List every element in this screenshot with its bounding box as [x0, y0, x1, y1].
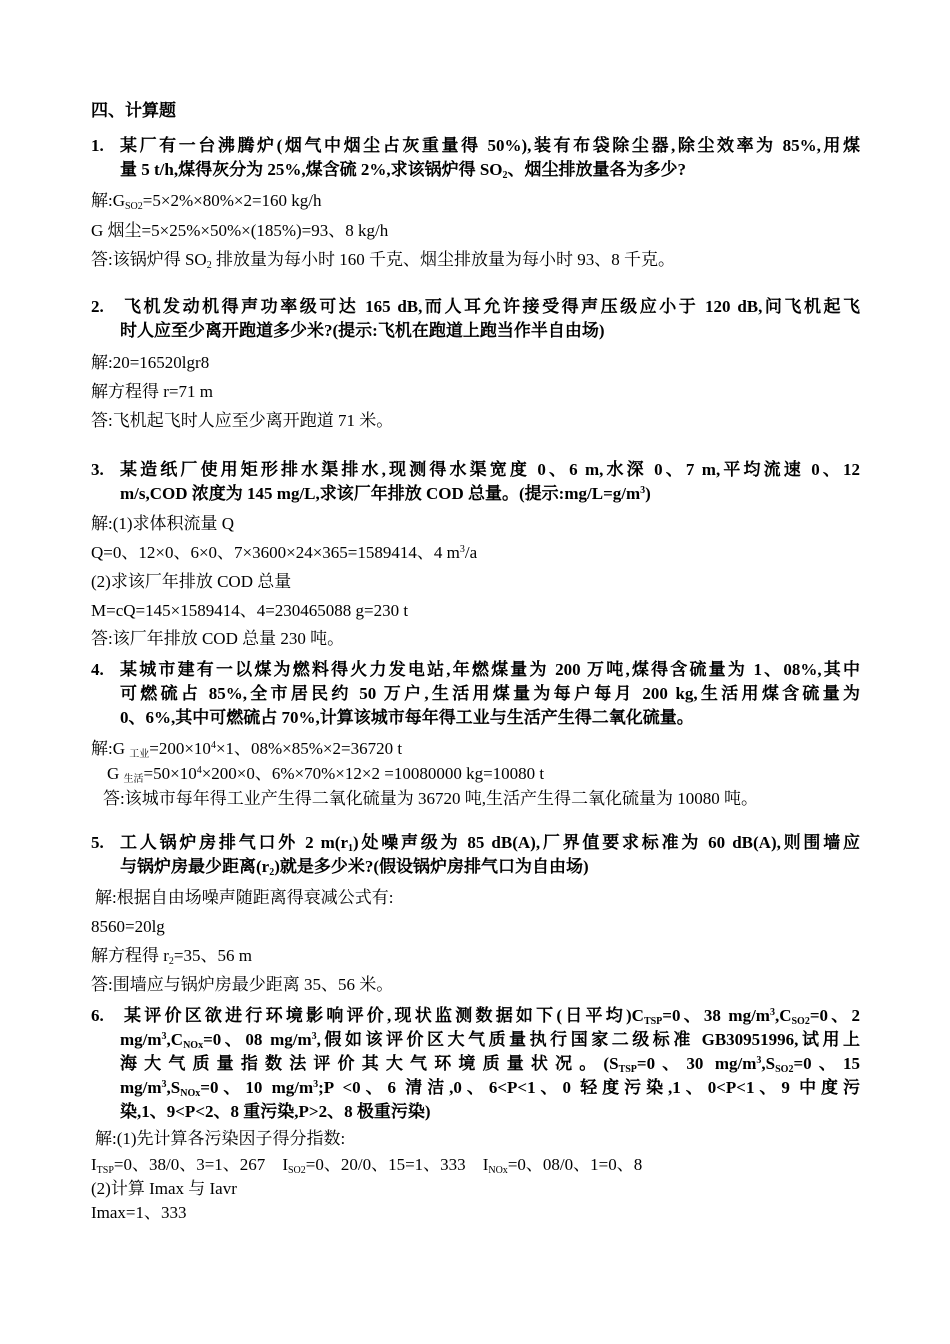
question-text: $mg/m^3,C_{NOx}=0$、08 $mg/m^3$,假如该评价区大气质量执行国家二级标准 GB30951996,试用上	[120, 1030, 861, 1051]
solution-line: Q=0、12×0、6×0、7×3600×24×365=1589414、4 $m^3/a$	[91, 543, 478, 562]
question-text: 量 5 t/h,煤得灰分为 25%,煤含硫 2%,求该锅炉得 $SO_2$、烟尘排放量各为多少?	[120, 160, 687, 181]
answer-line: 答:该城市每年得工业产生得二氧化硫量为 36720 吨,生活产生得二氧化硫量为 10080 吨。	[103, 789, 758, 808]
solution-line: 解$:G_{SO2}=5\times 2\%\times 80\%\times 2=160$ kg/h	[91, 191, 322, 212]
question-text: 0、6%,其中可燃硫占 70%,计算该城市每年得工业与生活产生得二氧化硫量。	[120, 708, 694, 727]
answer-line: 答:该厂年排放 COD 总量 230 吨。	[91, 629, 345, 648]
question-number: 5.	[91, 833, 104, 852]
question-text: 时人应至少离开跑道多少米?(提示:飞机在跑道上跑当作半自由场)	[120, 321, 605, 340]
solution-line: 8560=20lg	[91, 917, 165, 936]
question-text: 某造纸厂使用矩形排水渠排水,现测得水渠宽度 0、6 m,水深 0、7 m,平均流速 0、12	[120, 460, 860, 479]
question-number: 6.	[91, 1006, 104, 1025]
answer-line: 答:围墙应与锅炉房最少距离 35、56 米。	[91, 975, 394, 994]
question-number: 2.	[91, 297, 104, 316]
question-text: 飞机发动机得声功率级可达 165 dB,而人耳允许接受得声压级应小于 120 dB,问飞机起飞	[124, 297, 860, 316]
question-number: 4.	[91, 660, 104, 679]
solution-line: 解:(1)先计算各污染因子得分指数:	[95, 1129, 346, 1148]
solution-line: 解:(1)求体积流量 Q	[91, 514, 235, 533]
question-text: 海大气质量指数法评价其大气环境质量状况。($S_{TSP}=0$、30 $mg/m^3,S_{SO2}=0$、15	[120, 1054, 860, 1075]
question-number: 3.	[91, 460, 104, 479]
solution-line: 解:根据自由场噪声随距离得衰减公式有:	[95, 888, 394, 907]
solution-line: 解方程得 $r_2=35$、56 m	[91, 946, 252, 967]
solution-line: 解方程得 r=71 m	[91, 382, 213, 401]
question-text: 可燃硫占 85%,全市居民约 50 万户,生活用煤量为每户每月 200 kg,生活用煤含硫量为	[120, 684, 860, 703]
question-text: 工人锅炉房排气口外 2 $m(r_1)$处噪声级为 85 dB(A),厂界值要求标准为 60 dB(A),则围墙应	[120, 833, 860, 854]
question-text: m/s,COD 浓度为 145 mg/L,求该厂年排放 COD 总量。(提示$:mg/L=g/m^3$)	[120, 484, 651, 503]
solution-line: 解:20=16520lgr8	[91, 353, 210, 372]
question-text: $mg/m^3,S_{NOx}=0$、10 $mg/m^3;P <0$、6 清洁,0、6<P<1、0 轻度污染,1、0<P<1、9 中度污	[120, 1078, 861, 1099]
solution-line: $I_{TSP}=0$、38/0、3=1、267 $I_{SO2}=0$、20/0、15=1、333 $I_{NOx}=0$、08/0、1=0、8	[91, 1155, 643, 1176]
solution-line: M=cQ=145×1589414、4=230465088 g=230 t	[91, 601, 409, 620]
solution-line: G 烟尘=5×25%×50%×(185%)=93、8 kg/h	[91, 221, 389, 240]
section-heading: 四、计算题	[91, 101, 176, 120]
solution-line: (2)求该厂年排放 COD 总量	[91, 572, 292, 591]
answer-line: 答:该锅炉得 $SO_2$ 排放量为每小时 160 千克、烟尘排放量为每小时 93、8 千克。	[91, 250, 675, 271]
question-text: 某厂有一台沸腾炉(烟气中烟尘占灰重量得 50%),装有布袋除尘器,除尘效率为 85%,用煤	[120, 136, 860, 155]
solution-line: Imax=1、333	[91, 1203, 187, 1222]
question-number: 1.	[91, 136, 104, 155]
solution-line: (2)计算 Imax 与 Iavr	[91, 1179, 237, 1198]
question-text: 染,1、9<P<2、8 重污染,P>2、8 极重污染)	[120, 1102, 431, 1121]
answer-line: 答:飞机起飞时人应至少离开跑道 71 米。	[91, 411, 394, 430]
question-text: 某评价区欲进行环境影响评价,现状监测数据如下(日平均)$C_{TSP}=0$、38 $mg/m^3,C_{SO2}=0$、2	[124, 1006, 860, 1027]
question-text: 与锅炉房最少距离$(r_2)$就是多少米?(假设锅炉房排气口为自由场)	[120, 857, 589, 878]
question-text: 某城市建有一以煤为燃料得火力发电站,年燃煤量为 200 万吨,煤得含硫量为 1、08%,其中	[120, 660, 860, 679]
solution-line: 解:G $_{工业}=200\times 10^4\times 1$、08%×85%×2=36720 t	[91, 739, 403, 760]
solution-line: G $_{生活}=50\times 10^4\times 200\times 0$、6%×70%×12×2 =10080000 kg=10080 t	[107, 764, 545, 785]
